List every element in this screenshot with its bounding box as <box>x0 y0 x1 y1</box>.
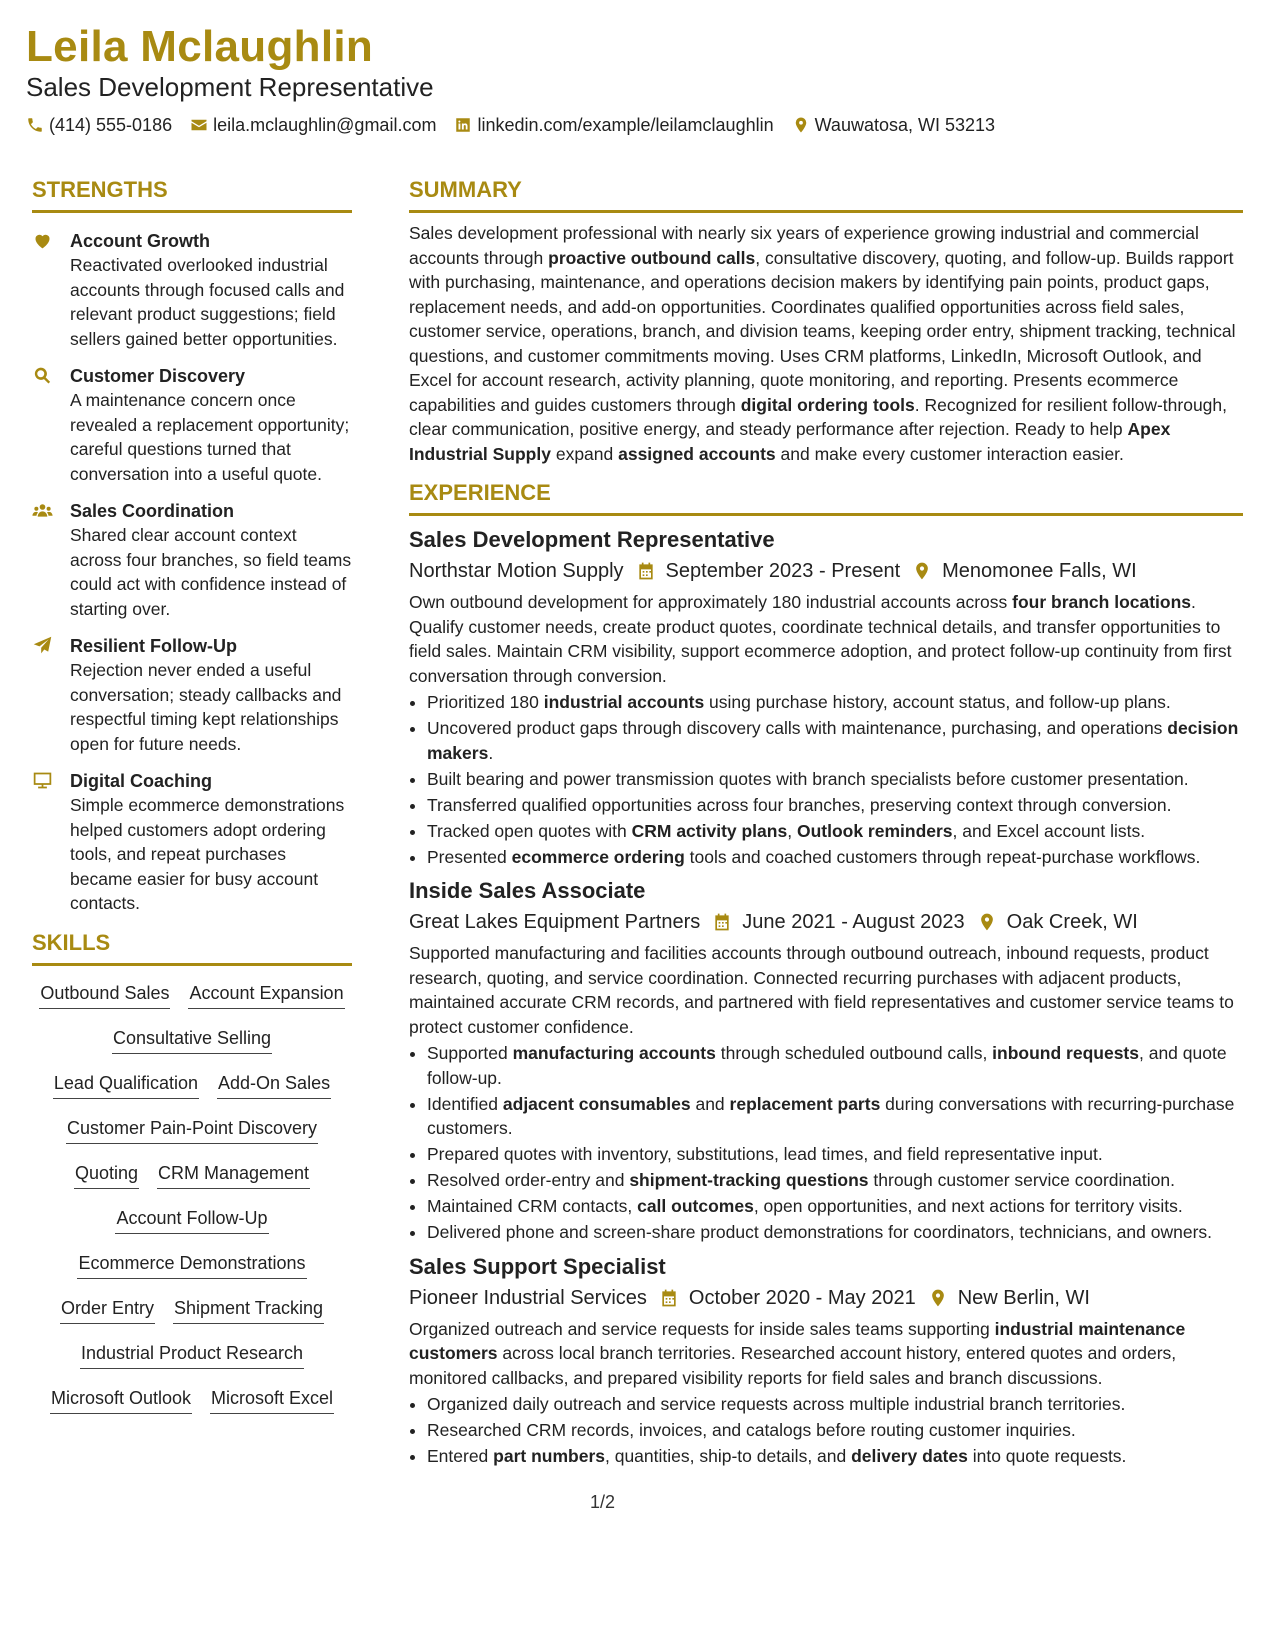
phone-icon <box>26 116 44 134</box>
skill-tag: Order Entry <box>60 1295 155 1324</box>
strength-item <box>32 769 352 916</box>
contact-email[interactable] <box>190 115 436 136</box>
job-bullet: • Uncovered product gaps through discovery calls with maintenance, purchasing, and operations decision makers. <box>427 716 1243 765</box>
job-company: Pioneer Industrial Services <box>409 1286 647 1309</box>
strengths-list <box>32 229 352 916</box>
skill-row <box>32 1385 352 1430</box>
calendar-icon <box>659 1288 679 1308</box>
skill-row <box>32 1295 352 1340</box>
job-bullet: • Researched CRM records, invoices, and catalogs before routing customer inquiries. <box>427 1418 1243 1443</box>
skills-list <box>32 980 352 1430</box>
skill-row <box>32 1340 352 1385</box>
job-bullet: • Prepared quotes with inventory, substitutions, lead times, and field representative input. <box>427 1142 1243 1167</box>
strength-desc: Reactivated overlooked industrial accounts through focused calls and relevant product suggestions; field sellers gained better opportunities. <box>70 255 345 349</box>
skill-tag: Microsoft Outlook <box>50 1385 192 1414</box>
job-entry <box>409 526 1243 869</box>
job-title: Inside Sales Associate <box>409 878 646 903</box>
strengths-heading: STRENGTHS <box>32 176 352 213</box>
job-description: Organized outreach and service requests for inside sales teams supporting industrial maintenance customers across local branch territories. Researched account history, entered quotes and orders, monitored callbacks, and prepared visibility reports for field sales and branch discussions. <box>409 1318 1186 1388</box>
strength-title: Digital Coaching <box>70 771 213 791</box>
job-bullets <box>409 1392 1243 1469</box>
job-location: Oak Creek, WI <box>1006 911 1138 933</box>
candidate-name: Leila Mclaughlin <box>26 22 374 71</box>
strength-desc: A maintenance concern once revealed a replacement opportunity; careful questions turned that conversation into a useful quote. <box>70 390 350 484</box>
job-bullet: • Supported manufacturing accounts through scheduled outbound calls, inbound requests, and quote follow-up. <box>427 1041 1243 1090</box>
job-title: Sales Development Representative <box>409 527 775 552</box>
phone-text: (414) 555-0186 <box>49 114 173 135</box>
job-dates: September 2023 - Present <box>665 560 901 582</box>
job-bullet: • Tracked open quotes with CRM activity plans, Outlook reminders, and Excel account lists. <box>427 819 1243 844</box>
users-icon <box>32 500 53 521</box>
strength-title: Account Growth <box>70 231 210 251</box>
skill-row <box>32 980 352 1025</box>
job-description: Supported manufacturing and facilities accounts through outbound outreach, inbound requests, product research, quoting, and service coordination. Connected recurring purchases with adjacent products, maintained accurate CRM records, and partnered with field representatives and customer service teams to protect customer confidence. <box>409 943 1234 1037</box>
job-dates: October 2020 - May 2021 <box>688 1286 916 1309</box>
skill-tag: Customer Pain-Point Discovery <box>66 1115 318 1144</box>
contact-linkedin[interactable] <box>454 115 773 136</box>
strength-item <box>32 229 352 351</box>
skill-row <box>32 1025 352 1070</box>
experience-heading: EXPERIENCE <box>409 479 1243 516</box>
job-entry <box>409 1253 1243 1469</box>
skill-tag: Quoting <box>74 1160 139 1189</box>
map-pin-icon <box>792 116 810 134</box>
search-icon <box>32 365 53 386</box>
job-bullet: • Resolved order-entry and shipment-tracking questions through customer service coordination. <box>427 1168 1243 1193</box>
summary-text: Sales development professional with nearly six years of experience growing industrial and commercial accounts through proactive outbound calls, consultative discovery, quoting, and follow-up. Builds rapport with purchasing, maintenance, and operations decision makers by identifying pain points, product gaps, replacement needs, and add-on opportunities. Coordinates qualified opportunities across field sales, customer service, operations, branch, and division teams, keeping order entry, shipment tracking, technical questions, and customer commitments moving. Uses CRM platforms, LinkedIn, Microsoft Outlook, and Excel for account research, activity planning, quote monitoring, and reporting. Presents ecommerce capabilities and guides customers through digital ordering tools. Recognized for resilient follow-through, clear communication, positive energy, and steady performance after rejection. Ready to help Apex Industrial Supply expand assigned accounts and make every customer interaction easier. <box>409 223 1236 464</box>
skill-tag: Lead Qualification <box>53 1070 199 1099</box>
strength-desc: Rejection never ended a useful conversation; steady callbacks and respectful timing kept relationships open for future needs. <box>70 660 342 754</box>
job-location: New Berlin, WI <box>957 1286 1090 1309</box>
contact-phone[interactable] <box>26 115 172 136</box>
job-bullet: • Maintained CRM contacts, call outcomes, open opportunities, and next actions for territory visits. <box>427 1194 1243 1219</box>
strength-item <box>32 364 352 486</box>
job-bullet: • Organized daily outreach and service requests across multiple industrial branch territories. <box>427 1392 1243 1417</box>
map-pin-icon <box>977 912 997 932</box>
job-meta <box>409 1283 1243 1313</box>
map-pin-icon <box>928 1288 948 1308</box>
heart-icon <box>32 230 53 251</box>
skill-tag: Industrial Product Research <box>80 1340 304 1369</box>
job-bullets <box>409 690 1243 869</box>
location-text: Wauwatosa, WI 53213 <box>814 114 996 135</box>
job-bullet: • Delivered phone and screen-share product demonstrations for coordinators, technicians, and owners. <box>427 1220 1243 1245</box>
calendar-icon <box>712 912 732 932</box>
job-bullet: • Presented ecommerce ordering tools and coached customers through repeat-purchase workflows. <box>427 845 1243 870</box>
email-text: leila.mclaughlin@gmail.com <box>213 114 437 135</box>
job-meta <box>409 907 1243 937</box>
strength-item <box>32 499 352 621</box>
paper-plane-icon <box>32 635 53 656</box>
strength-title: Resilient Follow-Up <box>70 636 238 656</box>
job-company: Northstar Motion Supply <box>409 560 624 582</box>
linkedin-icon <box>454 116 472 134</box>
job-description: Own outbound development for approximately 180 industrial accounts across four branch locations. Qualify customer needs, create product quotes, coordinate technical details, and transfer opportunities to field sales. Maintain CRM visibility, support ecommerce adoption, and protect follow-up continuity from first conversation through conversion. <box>409 592 1232 686</box>
candidate-role: Sales Development Representative <box>26 72 434 102</box>
strength-title: Customer Discovery <box>70 366 246 386</box>
summary-heading: SUMMARY <box>409 176 1243 213</box>
job-bullet: • Transferred qualified opportunities across four branches, preserving context through conversion. <box>427 793 1243 818</box>
linkedin-text: linkedin.com/example/leilamclaughlin <box>477 114 774 135</box>
skill-tag: Account Follow-Up <box>115 1205 268 1234</box>
job-meta <box>409 556 1243 586</box>
skill-tag: Outbound Sales <box>39 980 170 1009</box>
job-entry <box>409 877 1243 1245</box>
strength-desc: Simple ecommerce demonstrations helped customers adopt ordering tools, and repeat purchases became easier for busy account contacts. <box>70 795 345 913</box>
strength-item <box>32 634 352 756</box>
skill-tag: Consultative Selling <box>112 1025 272 1054</box>
right-column <box>409 176 1243 1470</box>
job-dates: June 2021 - August 2023 <box>742 911 965 933</box>
skill-tag: Shipment Tracking <box>173 1295 324 1324</box>
job-location: Menomonee Falls, WI <box>942 560 1137 582</box>
page-number: 1/2 <box>590 1492 616 1512</box>
job-bullet: • Identified adjacent consumables and replacement parts during conversations with recurring-purchase customers. <box>427 1092 1243 1141</box>
skill-row <box>32 1070 352 1115</box>
skill-row <box>32 1205 352 1250</box>
skill-row <box>32 1160 352 1205</box>
job-bullet: • Prioritized 180 industrial accounts using purchase history, account status, and follow-up plans. <box>427 690 1243 715</box>
skill-tag: Ecommerce Demonstrations <box>77 1250 306 1279</box>
strength-desc: Shared clear account context across four branches, so field teams could act with confidence instead of starting over. <box>70 525 352 619</box>
skills-heading: SKILLS <box>32 929 352 966</box>
experience-list <box>409 526 1243 1469</box>
contact-bar <box>26 113 1013 137</box>
skill-tag: Microsoft Excel <box>210 1385 334 1414</box>
job-bullets <box>409 1041 1243 1245</box>
calendar-icon <box>636 561 656 581</box>
skill-tag: CRM Management <box>157 1160 310 1189</box>
skill-row <box>32 1115 352 1160</box>
monitor-icon <box>32 770 53 791</box>
skills-section <box>32 929 352 1430</box>
map-pin-icon <box>912 561 932 581</box>
contact-location <box>792 115 995 136</box>
skill-tag: Add-On Sales <box>217 1070 331 1099</box>
envelope-icon <box>190 116 208 134</box>
skill-tag: Account Expansion <box>188 980 344 1009</box>
strength-title: Sales Coordination <box>70 501 235 521</box>
skill-row <box>32 1250 352 1295</box>
job-company: Great Lakes Equipment Partners <box>409 911 701 933</box>
left-column <box>32 176 352 1430</box>
job-bullet: • Built bearing and power transmission quotes with branch specialists before customer presentation. <box>427 767 1243 792</box>
job-bullet: • Entered part numbers, quantities, ship-to details, and delivery dates into quote requests. <box>427 1444 1243 1469</box>
job-title: Sales Support Specialist <box>409 1253 666 1279</box>
